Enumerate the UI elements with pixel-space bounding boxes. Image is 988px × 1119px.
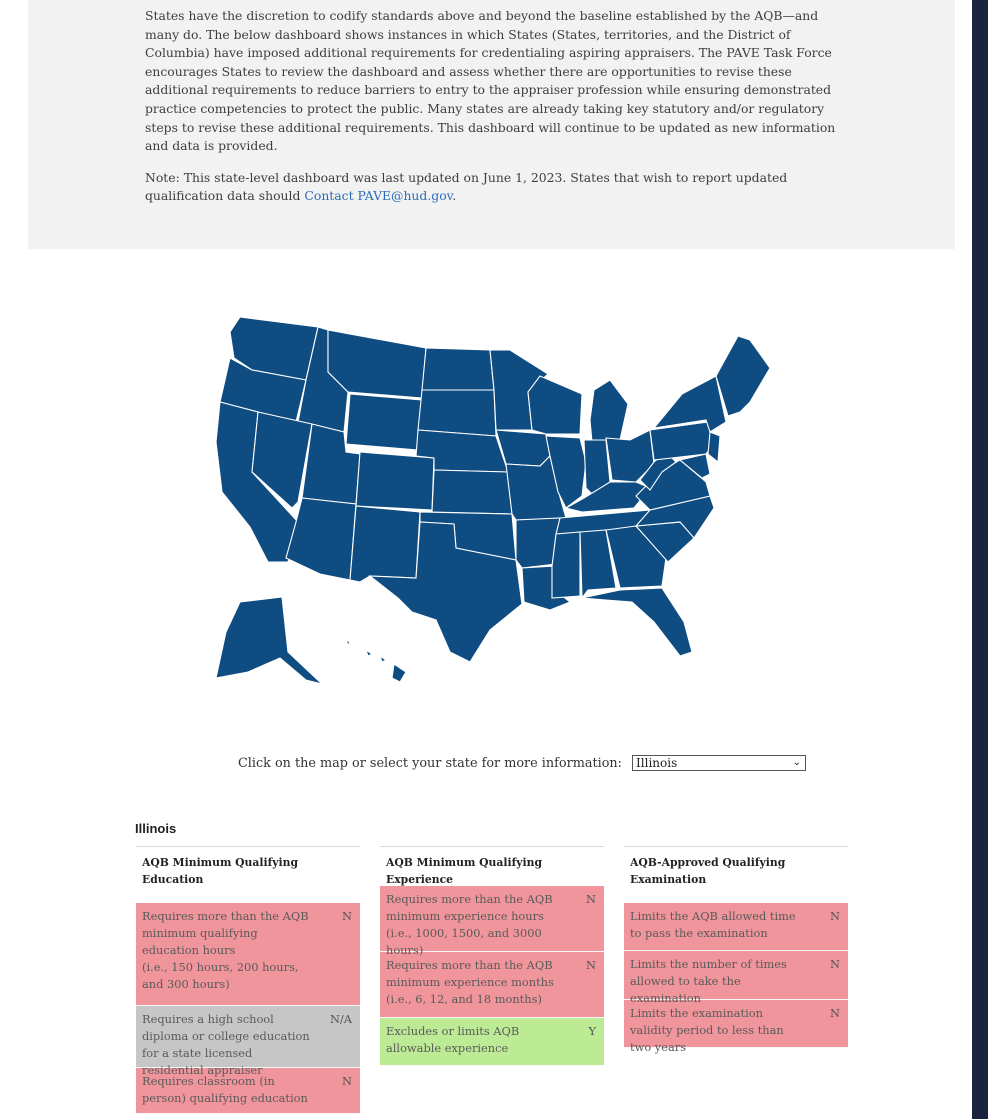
row-flag: N bbox=[830, 957, 840, 971]
row-text: Requires classroom (in person) qualifying education bbox=[142, 1074, 308, 1105]
contact-pave-link[interactable]: Contact PAVE@hud.gov bbox=[304, 188, 453, 204]
row-text: Requires more than the AQB minimum experience months bbox=[386, 958, 554, 989]
state-selector-label: Click on the map or select your state for more information: bbox=[238, 755, 622, 771]
row-subtext: (i.e., 1000, 1500, and 3000 hours) bbox=[386, 926, 542, 957]
update-note bbox=[145, 169, 840, 206]
table-row bbox=[624, 1000, 848, 1054]
table-row bbox=[136, 903, 360, 1006]
table-row bbox=[136, 1006, 360, 1077]
row-text: Limits the AQB allowed time to pass the examination bbox=[630, 909, 796, 940]
update-note-text: Note: This state-level dashboard was last updated on June 1, 2023. States that wish to report updated qualification data should bbox=[145, 169, 788, 204]
state-new-jersey[interactable] bbox=[708, 432, 720, 462]
row-flag: N bbox=[830, 909, 840, 923]
table-row bbox=[380, 1018, 604, 1066]
state-colorado[interactable] bbox=[356, 452, 434, 510]
selected-state-title: Illinois bbox=[135, 821, 177, 836]
intro-text bbox=[145, 7, 840, 219]
column-heading: AQB-Approved Qualifying Examination bbox=[624, 846, 848, 903]
state-north-dakota[interactable] bbox=[422, 348, 494, 390]
state-alaska[interactable] bbox=[216, 597, 322, 684]
state-selector-row bbox=[238, 755, 806, 771]
state-mississippi[interactable] bbox=[552, 532, 580, 598]
table-row bbox=[380, 952, 604, 1018]
row-flag: N bbox=[586, 958, 596, 972]
us-states-map[interactable] bbox=[210, 312, 775, 687]
state-florida[interactable] bbox=[582, 588, 692, 656]
row-text: Excludes or limits AQB allowable experience bbox=[386, 1024, 520, 1055]
row-text: Requires more than the AQB minimum experience hours bbox=[386, 892, 553, 923]
column-heading: AQB Minimum Qualifying Experience bbox=[380, 846, 604, 886]
column-heading: AQB Minimum Qualifying Education bbox=[136, 846, 360, 903]
row-text: Limits the number of times allowed to take the examination bbox=[630, 957, 787, 1005]
table-row bbox=[624, 951, 848, 1005]
row-flag: N/A bbox=[329, 1012, 352, 1026]
row-text: Limits the examination validity period to less than two years bbox=[630, 1006, 784, 1054]
state-new-york[interactable] bbox=[654, 376, 726, 432]
us-map-svg[interactable] bbox=[210, 312, 775, 687]
state-hawaii[interactable] bbox=[346, 640, 406, 682]
state-kansas[interactable] bbox=[432, 470, 512, 514]
table-row bbox=[624, 903, 848, 951]
update-note-end: . bbox=[452, 188, 457, 204]
row-flag: N bbox=[342, 909, 352, 923]
state-select-dropdown[interactable] bbox=[632, 755, 806, 771]
row-flag: N bbox=[342, 1074, 352, 1088]
examination-column bbox=[624, 846, 848, 1054]
state-wyoming[interactable] bbox=[346, 394, 422, 450]
education-column bbox=[136, 846, 360, 1114]
table-row bbox=[136, 1068, 360, 1114]
row-flag: N bbox=[830, 1006, 840, 1020]
state-wisconsin[interactable] bbox=[528, 376, 582, 434]
chevron-down-icon: ⌄ bbox=[792, 757, 802, 768]
state-south-dakota[interactable] bbox=[418, 390, 496, 436]
state-new-england[interactable] bbox=[716, 336, 770, 416]
row-text: Requires more than the AQB minimum qualifying education hours bbox=[142, 909, 309, 957]
experience-column bbox=[380, 846, 604, 1066]
intro-paragraph: States have the discretion to codify standards above and beyond the baseline established by the AQB—and many do. The below dashboard shows instances in which States (States, territories, and the District of Columbia) have imposed additional requirements for credentialing aspiring appraisers. The PAVE Task Force encourages States to review the dashboard and assess whether there are opportunities to revise these additional requirements to reduce barriers to entry to the appraiser profession while ensuring demonstrated practice competencies to protect the public. Many states are already taking key statutory and/or regulatory steps to revise these additional requirements. This dashboard will continue to be updated as new information and data is provided. bbox=[145, 8, 836, 154]
row-subtext: (i.e., 6, 12, and 18 months) bbox=[386, 992, 542, 1006]
table-row bbox=[380, 886, 604, 957]
state-michigan[interactable] bbox=[590, 380, 628, 442]
row-subtext: (i.e., 150 hours, 200 hours, and 300 hours) bbox=[142, 960, 299, 991]
row-text: Requires a high school diploma or college education for a state licensed residential appraiser bbox=[142, 1012, 310, 1077]
row-flag: N bbox=[586, 892, 596, 906]
row-flag: Y bbox=[588, 1024, 596, 1038]
state-arizona[interactable] bbox=[286, 498, 356, 580]
state-new-mexico[interactable] bbox=[350, 506, 420, 582]
right-page-rail bbox=[972, 0, 988, 1119]
state-select-value: Illinois bbox=[636, 756, 678, 770]
